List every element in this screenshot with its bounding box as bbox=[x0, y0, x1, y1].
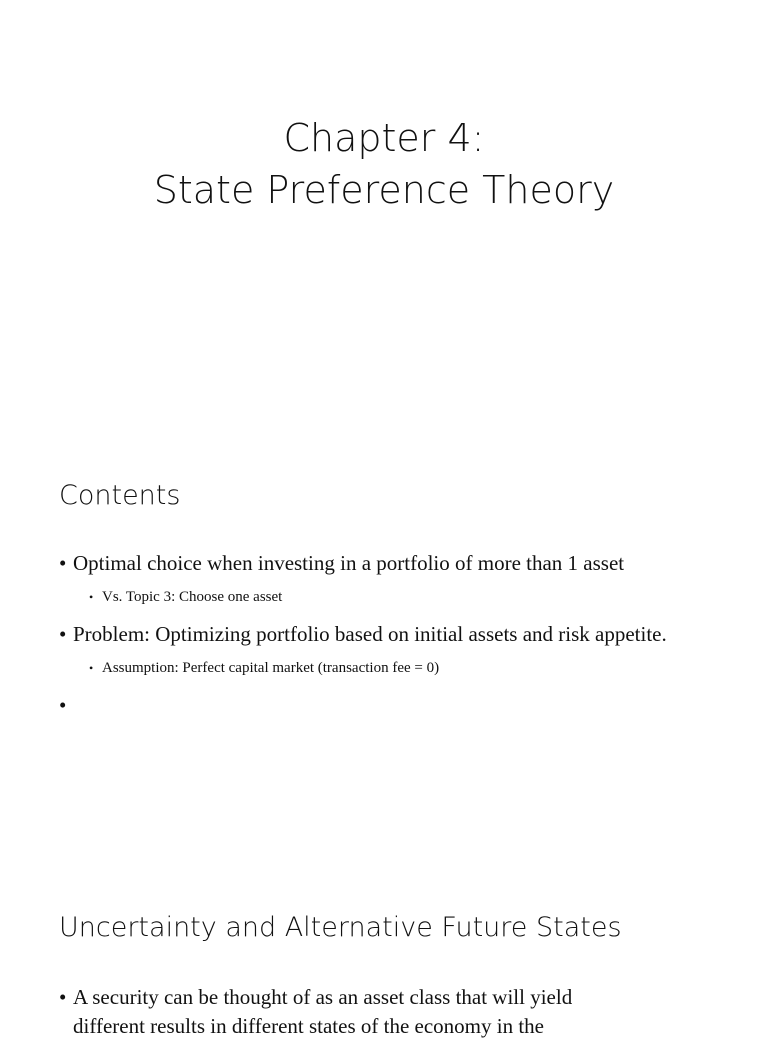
uncertainty-heading: Uncertainty and Alternative Future States bbox=[59, 912, 622, 943]
empty-bullet-item bbox=[59, 691, 667, 720]
slide-title bbox=[0, 112, 768, 216]
sub-bullet-item: • Assumption: Perfect capital market (transaction fee = 0) bbox=[89, 657, 667, 679]
contents-slide bbox=[0, 432, 768, 864]
sub-bullet-item: • Vs. Topic 3: Choose one asset bbox=[89, 586, 667, 608]
title-slide bbox=[0, 0, 768, 432]
contents-bullet-list bbox=[59, 549, 667, 720]
contents-heading: Contents bbox=[59, 480, 181, 511]
bullet-item: • Optimal choice when investing in a portfolio of more than 1 asset bbox=[59, 549, 667, 578]
bullet-text-continuation: different results in different states of the economy in the bbox=[73, 1014, 545, 1038]
uncertainty-slide bbox=[0, 864, 768, 1038]
uncertainty-bullet-list bbox=[59, 983, 572, 1041]
bullet-text: A security can be thought of as an asset class that will yield bbox=[73, 985, 573, 1009]
bullet-item: • Problem: Optimizing portfolio based on initial assets and risk appetite. bbox=[59, 620, 667, 649]
title-line-chapter: Chapter 4: bbox=[283, 116, 485, 160]
bullet-item bbox=[59, 983, 572, 1041]
title-line-topic: State Preference Theory bbox=[153, 168, 615, 212]
